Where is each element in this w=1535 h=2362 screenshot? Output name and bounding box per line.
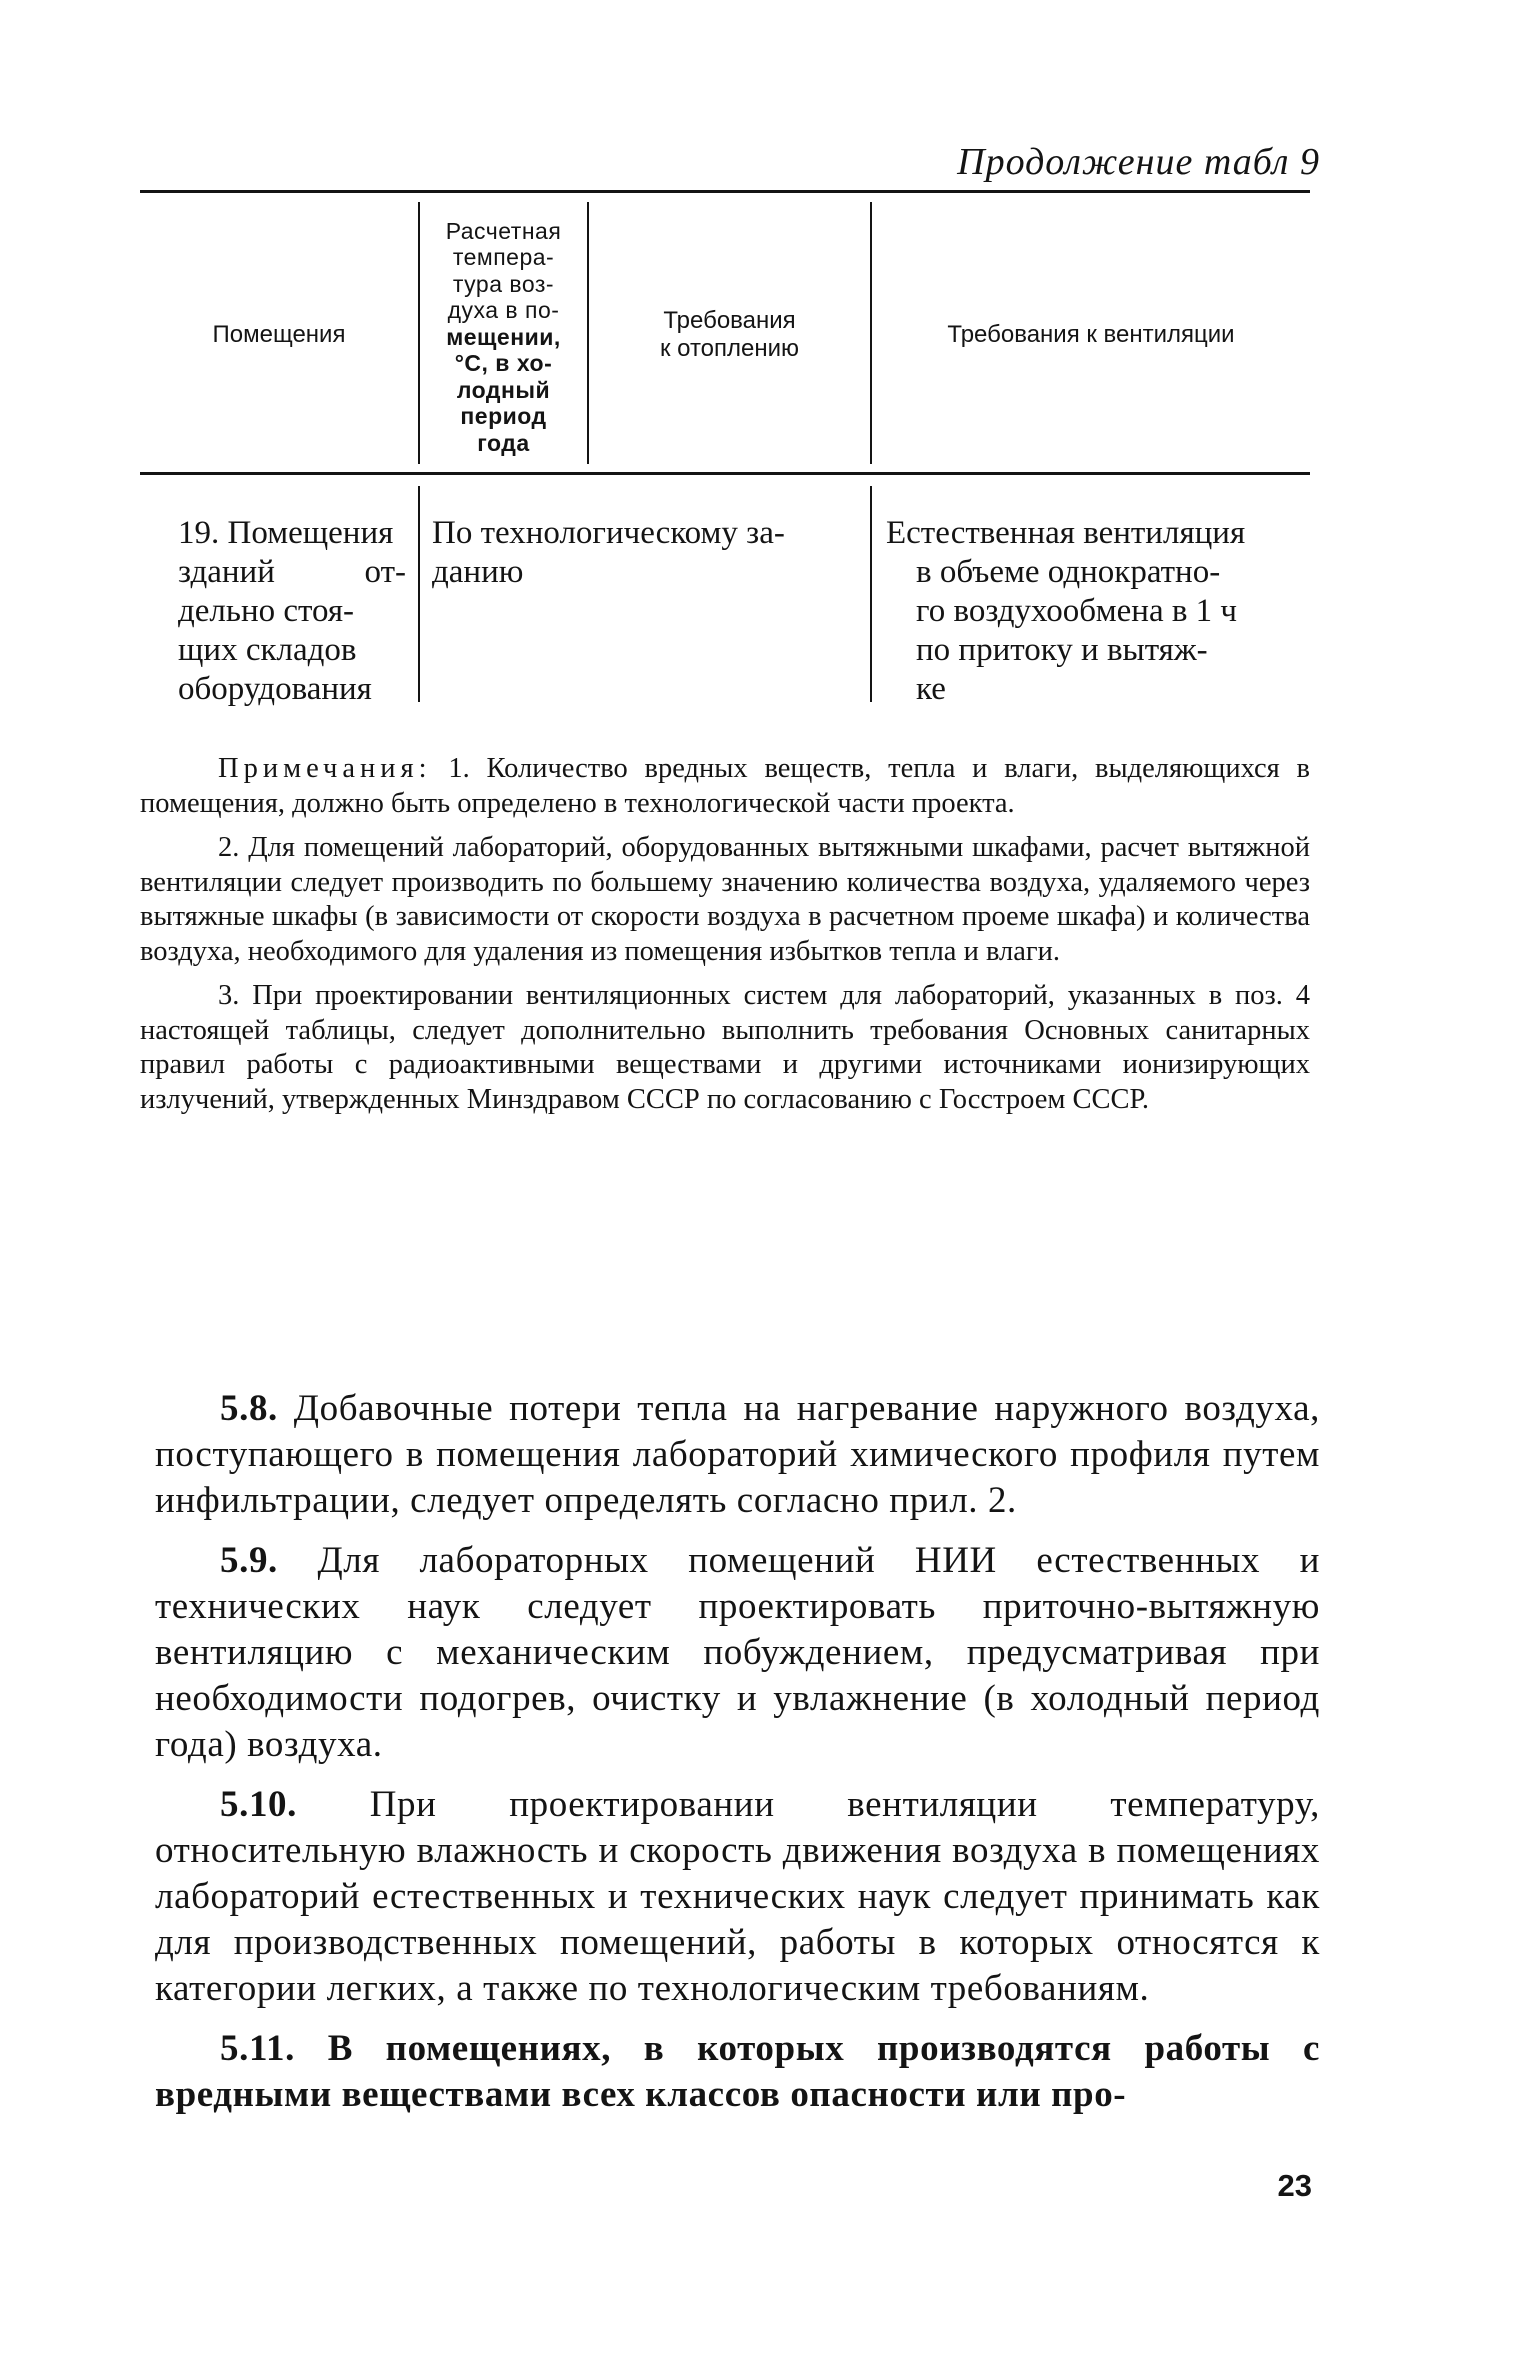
header-temperature-line: Расчетная — [445, 217, 562, 244]
note-item: 3. При проектировании вентиляционных систем для лабораторий, указанных в поз. 4 настоящей таблицы, следует дополнительно выполнить требования Основных санитарных правил работы с радиоактивными веществами и другими источниками ионизирующих излучений, утвержденных Минздравом СССР по согласованию с Госстроем СССР. — [140, 980, 1310, 1115]
cell-heating — [432, 514, 860, 592]
cell-ventilation-line: по притоку и вытяж- — [916, 632, 1208, 668]
notes-label: Примечания: — [218, 753, 432, 784]
header-heating-line: к отоплению — [659, 335, 800, 362]
paragraph — [155, 2026, 1320, 2118]
clause-number: 5.11. — [220, 2028, 295, 2069]
header-temperature-line: года — [477, 429, 530, 456]
paragraph-text: Для лабораторных помещений НИИ естественных и технических наук следует проектировать приточно-вытяжную вентиляцию с механическим побуждением, предусматривая при необходимости подогрев, очистку и увлажнение (в холодный период года) воздуха. — [155, 1540, 1320, 1765]
cell-heating-line: По технологическому за- — [432, 515, 785, 551]
header-temperature-line: °С, в хо- — [454, 350, 553, 377]
paragraph-text: При проектировании вентиляции температуру, относительную влажность и скорость движения воздуха в помещениях лабораторий естественных и технических наук следует принимать как для производственных помещений, работы в которых относятся к категории легких, а также по технологическим требованиям. — [155, 1784, 1320, 2009]
header-ventilation: Требования к вентиляции — [947, 321, 1235, 348]
note-text: 1. Количество вредных веществ, тепла и влаги, выделяющихся в помещения, должно быть определено в технологической части проекта. — [140, 753, 1310, 819]
paragraph-text: Добавочные потери тепла на нагревание наружного воздуха, поступающего в помещения лабораторий химического профиля путем инфильтрации, следует определять согласно прил. 2. — [155, 1388, 1320, 1521]
header-temperature-line: духа в по- — [447, 297, 560, 324]
header-temperature — [420, 206, 587, 468]
cell-ventilation-line: в объеме однократно- — [916, 554, 1221, 590]
paragraph — [155, 1782, 1320, 2012]
table-notes — [140, 752, 1310, 1127]
cell-ventilation — [886, 514, 1310, 709]
cell-room — [178, 514, 406, 709]
header-temperature-line: лодный — [456, 376, 551, 403]
table-top-rule — [140, 190, 1310, 193]
header-temperature-line: мещении, — [446, 323, 561, 350]
body-text — [155, 1386, 1320, 2132]
header-heating — [589, 200, 870, 470]
header-temperature-line: тура воз- — [452, 270, 555, 297]
paragraph — [155, 1386, 1320, 1524]
column-divider — [870, 486, 872, 702]
column-divider — [418, 486, 420, 702]
table-header-rule — [140, 472, 1310, 475]
clause-number: 5.8. — [220, 1388, 278, 1429]
cell-room-line: оборудования — [178, 671, 372, 707]
cell-ventilation-line: го воздухообмена в 1 ч — [916, 593, 1238, 629]
paragraph — [155, 1538, 1320, 1768]
cell-room-line: 19. Помещения — [178, 515, 394, 551]
header-temperature-line: темпера- — [452, 244, 555, 271]
page-number: 23 — [1277, 2168, 1312, 2203]
header-temperature-line: период — [460, 403, 547, 430]
cell-room-line: зданий от- — [178, 554, 406, 590]
paragraph-text: В помещениях, в которых производятся работы с вредными веществами всех классов опасности или про- — [155, 2028, 1320, 2115]
clause-number: 5.9. — [220, 1540, 278, 1581]
clause-number: 5.10. — [220, 1784, 297, 1825]
table-continuation-caption: Продолжение табл 9 — [957, 141, 1320, 183]
cell-heating-line: данию — [432, 554, 524, 590]
cell-ventilation-line: Естественная вентиляция — [886, 515, 1246, 551]
cell-ventilation-line: ке — [916, 671, 946, 707]
cell-room-line: щих складов — [178, 632, 357, 668]
header-rooms: Помещения — [212, 321, 346, 348]
note-item: 2. Для помещений лабораторий, оборудованных вытяжными шкафами, расчет вытяжной вентиляции следует производить по большему значению количества воздуха, удаляемого через вытяжные шкафы (в зависимости от скорости воздуха в расчетном проеме шкафа) и количества воздуха, необходимого для удаления из помещения избытков тепла и влаги. — [140, 832, 1310, 967]
cell-room-line: дельно стоя- — [178, 593, 355, 629]
header-heating-line: Требования — [663, 307, 796, 334]
note-item — [140, 752, 1310, 821]
